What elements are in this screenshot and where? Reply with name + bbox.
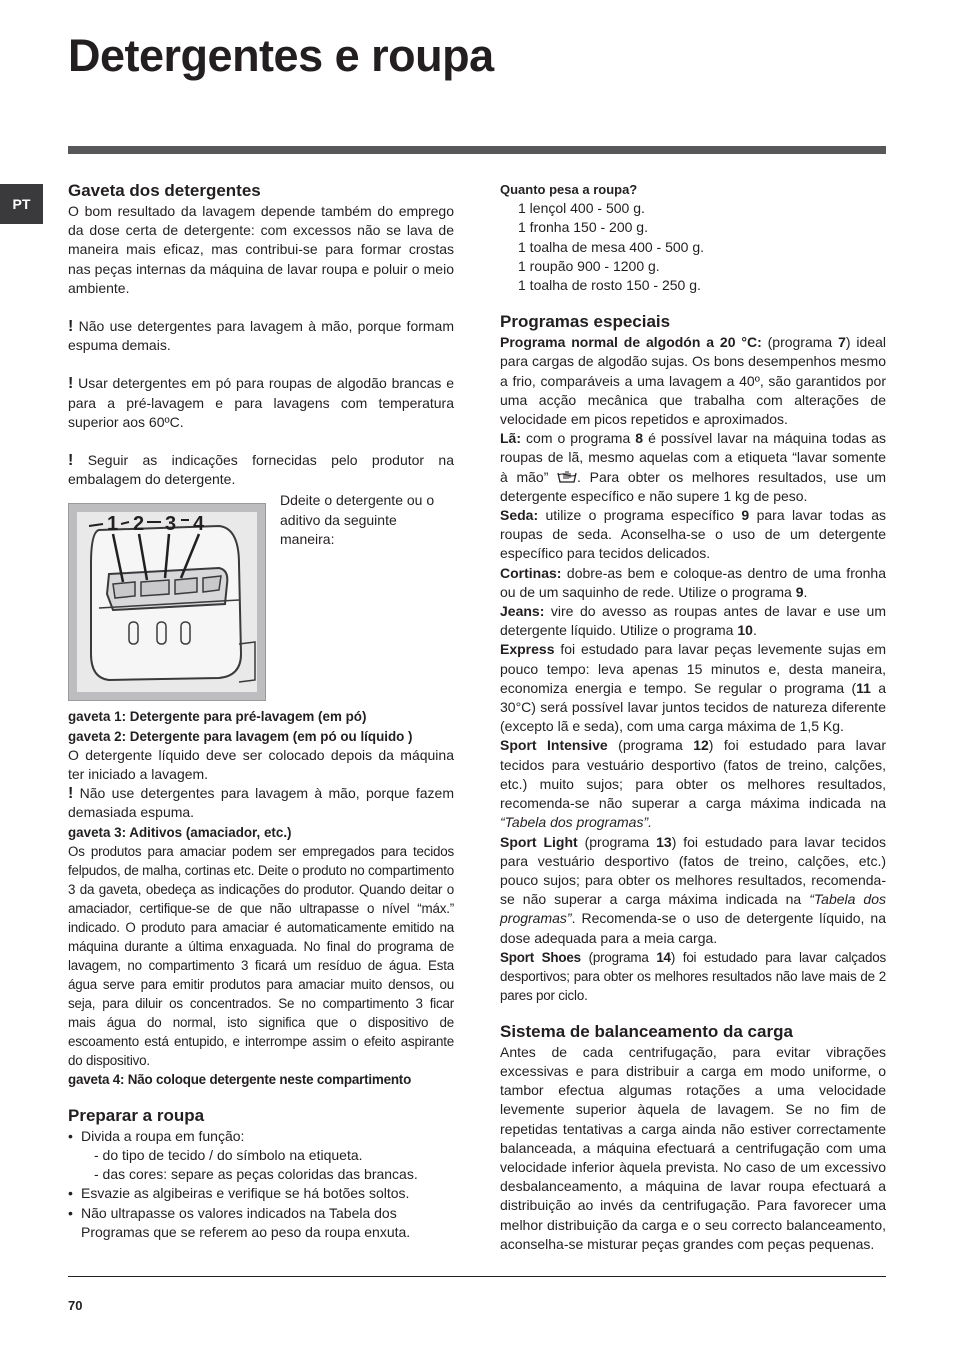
list-item: 1 fronha 150 - 200 g.: [518, 219, 648, 236]
prepare-subitem-2: - das cores: separe as peças coloridas das brancas.: [94, 1166, 418, 1183]
silk-text: para lavar todas as roupas de seda. Aconselha-se o uso de um detergente específico para tecidos delicados.: [500, 507, 887, 562]
warning-3-text: Seguir as indicações fornecidas pelo produtor na embalagem do detergente.: [68, 452, 454, 488]
balance-text: Antes de cada centrifugação, para evitar vibrações excessivas e para distribuir a carga em modo uniforme, o tambor efectua algumas rotações a uma velocidade levemente superior àquela de lavagem. Se no fim de repetidas tentativas a carga ainda não estiver correctamente balanceada, a máquina efectuará a centrifugação com uma velocidade inferior àquela prevista. No caso de um excessivo desbalanceamento, a máquina de lavar roupa efectuará a distribuição ao invés da centrifugação. Para favorecer uma melhor distribuição da carga e o seu correcto balanceamento, aconselha-se misturar peças grandes com peças pequenas.: [500, 1043, 886, 1252]
drawer-drawing: [69, 504, 265, 700]
list-item: 1 toalha de rosto 150 - 250 g.: [518, 277, 701, 294]
curtains-label: Cortinas:: [500, 564, 562, 581]
warning-icon: !: [68, 452, 74, 470]
program-sport-intensive: [500, 736, 886, 832]
special-programs-heading: Programas especiais: [500, 312, 671, 332]
drawer-figure-row: [68, 492, 454, 701]
wool-text-2: . Para obter os melhores resultados, use um detergente específico e não supere 1 kg de peso.: [500, 468, 887, 504]
sport-light-ref: “Tabela dos programas”: [500, 891, 886, 927]
sport-intensive-label: Sport Intensive: [500, 737, 608, 754]
warning-icon: !: [68, 785, 74, 803]
wool-text-1: é possível lavar na máquina todas as roupas de lã, mesmo aquelas com a etiqueta “lavar somente à mão”: [500, 430, 887, 485]
cotton-label: Programa normal de algodón a 20 °C:: [500, 334, 762, 351]
drawer-number-2: 2: [133, 513, 145, 536]
weight-list: [500, 199, 886, 295]
drawer-number-4: 4: [193, 513, 205, 536]
warning-4: [68, 784, 454, 822]
sport-shoes-label: Sport Shoes: [500, 949, 581, 965]
prepare-heading: Preparar a roupa: [68, 1105, 205, 1125]
program-wool: [500, 429, 886, 506]
wool-pre: com o programa: [526, 430, 631, 447]
list-item: 1 toalha de mesa 400 - 500 g.: [518, 238, 705, 255]
warning-icon: !: [68, 375, 74, 393]
wool-label: Lã:: [500, 430, 521, 447]
prepare-item-1: Divida a roupa em função:: [81, 1127, 245, 1144]
warning-3: [68, 451, 454, 489]
list-item: • Não ultrapasse os valores indicados na Tabela dos Programas que se referem ao peso da roupa enxuta.: [68, 1204, 454, 1242]
liquid-note: O detergente líquido deve ser colocado depois da máquina ter iniciado a lavagem.: [68, 746, 454, 783]
sport-intensive-pre: (programa: [618, 737, 683, 754]
sport-shoes-pre: (programa: [588, 949, 649, 965]
page-number: 70: [68, 1298, 83, 1313]
right-column: [500, 180, 886, 1254]
sport-light-pre: (programa: [584, 833, 650, 850]
express-num: 11: [856, 679, 871, 696]
prepare-list: [68, 1127, 454, 1242]
page-title: Detergentes e roupa: [68, 30, 494, 81]
warning-icon: !: [68, 318, 74, 336]
express-text-2: a 30°C) será possível lavar juntos tecidos de natureza diferente (excepto lã e seda), com uma carga máxima de 1,5 Kg.: [500, 679, 886, 735]
figure-caption: Ddeite o detergente ou o aditivo da seguinte maneira:: [280, 492, 435, 547]
program-silk: [500, 506, 886, 564]
gaveta-3-text: Os produtos para amaciar podem ser empregados para tecidos felpudos, de malha, cortinas etc. Deite o produto no compartimento 3 da gaveta, obedeça as indicações do produtor. Quando deitar o amaciador, certifique-se de que não ultrapasse o nível “máx.” indicado. O produto para amaciar é automaticamente emitido na máquina durante a última enxaguada. No final do programa de lavagem, no compartimento 3 ficará um resíduo de água. Esta água serve para emitir produtos para amaciar muito densos, ou seja, para diluir os concentrados. Se no compartimento 3 ficar mais água do normal, isto significa que o dispositivo de escoamento está entupido, e interrompe assim o efeito aspirante do dispositivo.: [68, 843, 454, 1068]
warning-2-text: Usar detergentes em pó para roupas de algodão brancas e para a pré-lavagem e para lavagens com temperatura superior aos 60ºC.: [68, 375, 455, 430]
language-tab: PT: [0, 184, 43, 224]
gaveta-1-label: gaveta 1: Detergente para pré-lavagem (em pó): [68, 709, 367, 725]
program-jeans: Jeans: vire do avesso as roupas antes de lavar e use um detergente líquido. Utilize o programa 10.: [500, 603, 887, 639]
drawer-intro: O bom resultado da lavagem depende também do emprego da dose certa de detergente: com excessos não se lava de maneira mais eficaz, mas contribui-se para formar crostas nas peças internas da máquina de lavar roupa e poluir o meio ambiente.: [68, 203, 454, 296]
sport-intensive-ref: “Tabela dos programas”.: [500, 814, 653, 831]
warning-1-text: Não use detergentes para lavagem à mão, porque formam espuma demais.: [68, 318, 454, 354]
drawer-number-3: 3: [165, 513, 177, 536]
balance-heading: Sistema de balanceamento da carga: [500, 1021, 793, 1041]
warning-1: [68, 317, 454, 355]
header-divider: [68, 146, 886, 154]
cotton-prog-pre: (programa: [767, 334, 833, 351]
cotton-prog-num: 7: [838, 334, 846, 351]
sport-light-text: ) foi estudado para lavar tecidos para vestuário desportivo (fatos de treino, calções, etc.) pouco sujos; para obter os melhores resultados, recomenda-se não superar a carga máxima indicada na: [500, 833, 887, 908]
left-column: [68, 180, 454, 1242]
curtains-num: 9: [795, 583, 804, 600]
program-curtains: Cortinas: dobre-as bem e coloque-as dentro de uma fronha ou de um saquinho de rede. Utilize o programa 9.: [500, 564, 886, 600]
sport-shoes-num: 14: [656, 949, 671, 965]
express-label: Express: [500, 641, 555, 658]
silk-num: 9: [741, 507, 750, 524]
program-sport-shoes: [500, 948, 886, 1005]
program-cotton: [500, 333, 886, 429]
jeans-num: 10: [737, 622, 753, 639]
footer-divider: [68, 1276, 886, 1277]
detergent-drawer-illustration: [68, 503, 266, 701]
sport-shoes-text: ) foi estudado para lavar calçados desportivos; para obter os melhores resultados não lave mais de 2 pares por ciclo.: [500, 949, 886, 1003]
sport-light-num: 13: [656, 833, 672, 850]
drawer-number-1: 1: [107, 513, 119, 536]
jeans-label: Jeans:: [500, 603, 545, 620]
drawer-heading: Gaveta dos detergentes: [68, 181, 261, 200]
cotton-text: ) ideal para cargas de algodão sujas. Os bons desempenhos mesmo a frio, comparáveis a uma lavagem a 40º, são garantidos por uma acção mecânica que trabalha com alterações de velocidade em picos repetidos e aproximados.: [500, 334, 887, 428]
list-item: [68, 1127, 454, 1185]
gaveta-2-label: gaveta 2: Detergente para lavagem (em pó ou líquido ): [68, 728, 413, 744]
list-item: 1 roupão 900 - 1200 g.: [518, 257, 660, 274]
prepare-subitem-1: - do tipo de tecido / do símbolo na etiqueta.: [94, 1147, 363, 1164]
silk-pre: utilize o programa específico: [545, 507, 735, 524]
weight-heading: Quanto pesa a roupa?: [500, 182, 638, 197]
program-sport-light: [500, 833, 886, 948]
warning-2: [68, 374, 454, 432]
gaveta-3-label: gaveta 3: Aditivos (amaciador, etc.): [68, 824, 292, 840]
sport-intensive-text: ) foi estudado para lavar tecidos para vestuário desportivo (fatos de treino, calções, etc.) muito sujos; para obter os melhores resultados, recomenda-se não superar a carga máxima indicada na: [500, 737, 887, 812]
curtains-text: dobre-as bem e coloque-as dentro de uma fronha ou de um saquinho de rede. Utilize o programa: [500, 564, 886, 600]
list-item: 1 lençol 400 - 500 g.: [518, 200, 645, 217]
list-item: • Esvazie as algibeiras e verifique se há botões soltos.: [68, 1184, 454, 1203]
program-express: [500, 640, 886, 736]
jeans-text: vire do avesso as roupas antes de lavar e use um detergente líquido. Utilize o programa: [500, 603, 887, 639]
silk-label: Seda:: [500, 507, 539, 524]
warning-4-text: Não use detergentes para lavagem à mão, porque fazem demasiada espuma.: [68, 785, 454, 821]
express-text-1: foi estudado para lavar peças levemente sujas em pouco tempo: leva apenas 15 minutos e, desta maneira, economiza energia e tempo. Se regular o programa (: [500, 641, 886, 696]
wool-num: 8: [635, 430, 644, 447]
sport-intensive-num: 12: [693, 737, 709, 754]
sport-light-text-2: . Recomenda-se o uso de detergente líquido, na dose adequada para a meia carga.: [500, 910, 886, 946]
sport-light-label: Sport Light: [500, 833, 578, 850]
gaveta-4-label: gaveta 4: Não coloque detergente neste compartimento: [68, 1071, 412, 1087]
hand-wash-icon: [557, 469, 577, 485]
